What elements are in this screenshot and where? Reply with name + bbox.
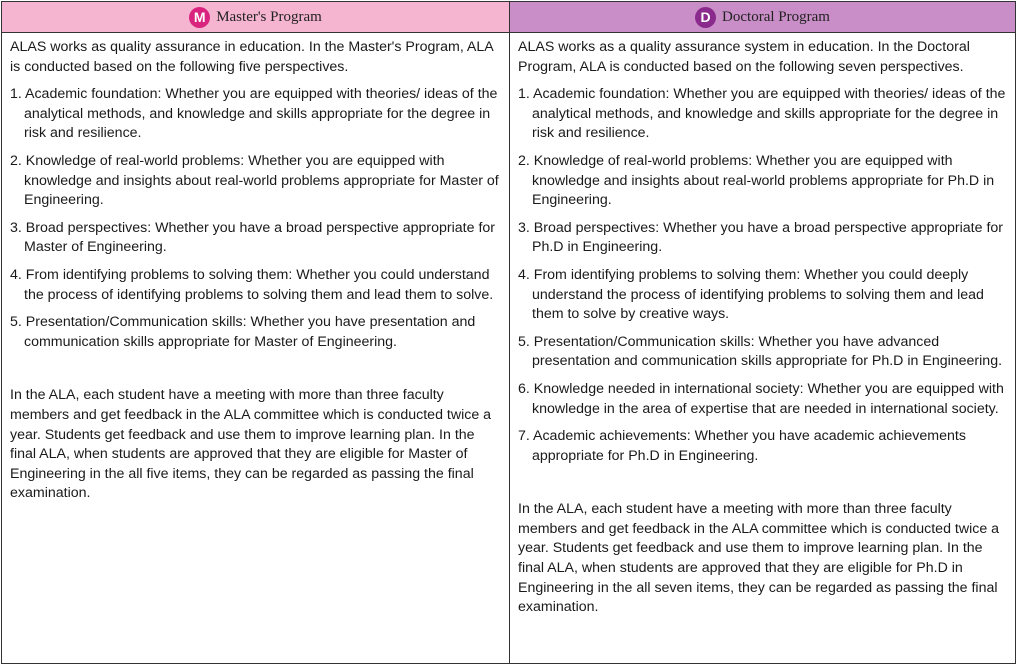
doctoral-item: 4. From identifying problems to solving them: Whether you could deeply understand the process of identifying problems to solving them and lead them to solve by creative ways. xyxy=(518,266,984,323)
program-comparison-table xyxy=(1,1,1016,664)
doctoral-item: 7. Academic achievements: Whether you have academic achievements appropriate for Ph.D in Engineering. xyxy=(518,428,966,464)
doctoral-intro: ALAS works as a quality assurance system in education. In the Doctoral Program, ALA is conducted based on the following seven perspectives. xyxy=(518,39,970,75)
master-item: 4. From identifying problems to solving them: Whether you could understand the process of identifying problems to solving them and lead them to solve. xyxy=(10,266,494,303)
doctoral-badge-icon: D xyxy=(695,7,716,28)
master-program-header xyxy=(2,2,510,33)
doctoral-program-content xyxy=(510,33,1015,663)
master-item: 1. Academic foundation: Whether you are equipped with theories/ ideas of the analytical methods, and knowledge and skills appropriate for the degree in risk and resilience. xyxy=(10,86,498,142)
master-item: 5. Presentation/Communication skills: Whether you have presentation and communication skills appropriate for Master of Engineering. xyxy=(10,314,476,350)
master-badge-icon: M xyxy=(189,7,210,28)
doctoral-summary: In the ALA, each student have a meeting with more than three faculty members and get feedback in the ALA committee which is conducted twice a year. Students get feedback and use them to improve learning plan. In the final ALA, when students are approved that they are eligible for Ph.D in Engineering in the all seven items, they can be regarded as passing the final examination. xyxy=(518,501,1000,616)
doctoral-item: 5. Presentation/Communication skills: Whether you have advanced presentation and communication skills appropriate for Ph.D in Engineering. xyxy=(518,333,1003,370)
master-item: 3. Broad perspectives: Whether you have a broad perspective appropriate for Master of Engineering. xyxy=(10,219,496,256)
doctoral-item: 3. Broad perspectives: Whether you have a broad perspective appropriate for Ph.D in Engineering. xyxy=(518,219,1004,256)
doctoral-item: 6. Knowledge needed in international society: Whether you are equipped with knowledge in the area of expertise that are needed in international society. xyxy=(518,380,1004,417)
master-summary: In the ALA, each student have a meeting with more than three faculty members and get feedback in the ALA committee which is conducted twice a year. Students get feedback and use them to improve learning plan. In the final ALA, when students are approved that they are eligible for Master of Engineering in the all five items, they can be regarded as passing the final examination. xyxy=(10,387,492,502)
doctoral-program-title: Doctoral Program xyxy=(722,8,830,25)
doctoral-program-header xyxy=(510,2,1015,33)
master-intro: ALAS works as quality assurance in education. In the Master's Program, ALA is conducted based on the following five perspectives. xyxy=(10,39,493,75)
doctoral-item: 1. Academic foundation: Whether you are equipped with theories/ ideas of the analytical methods, and knowledge and skills appropriate for the degree in risk and resilience. xyxy=(518,86,1006,142)
master-item: 2. Knowledge of real-world problems: Whether you are equipped with knowledge and insights about real-world problems appropriate for Master of Engineering. xyxy=(10,152,499,209)
doctoral-item: 2. Knowledge of real-world problems: Whether you are equipped with knowledge and insights about real-world problems appropriate for Ph.D in Engineering. xyxy=(518,152,995,209)
master-program-title: Master's Program xyxy=(216,8,322,25)
master-program-content xyxy=(2,33,510,663)
